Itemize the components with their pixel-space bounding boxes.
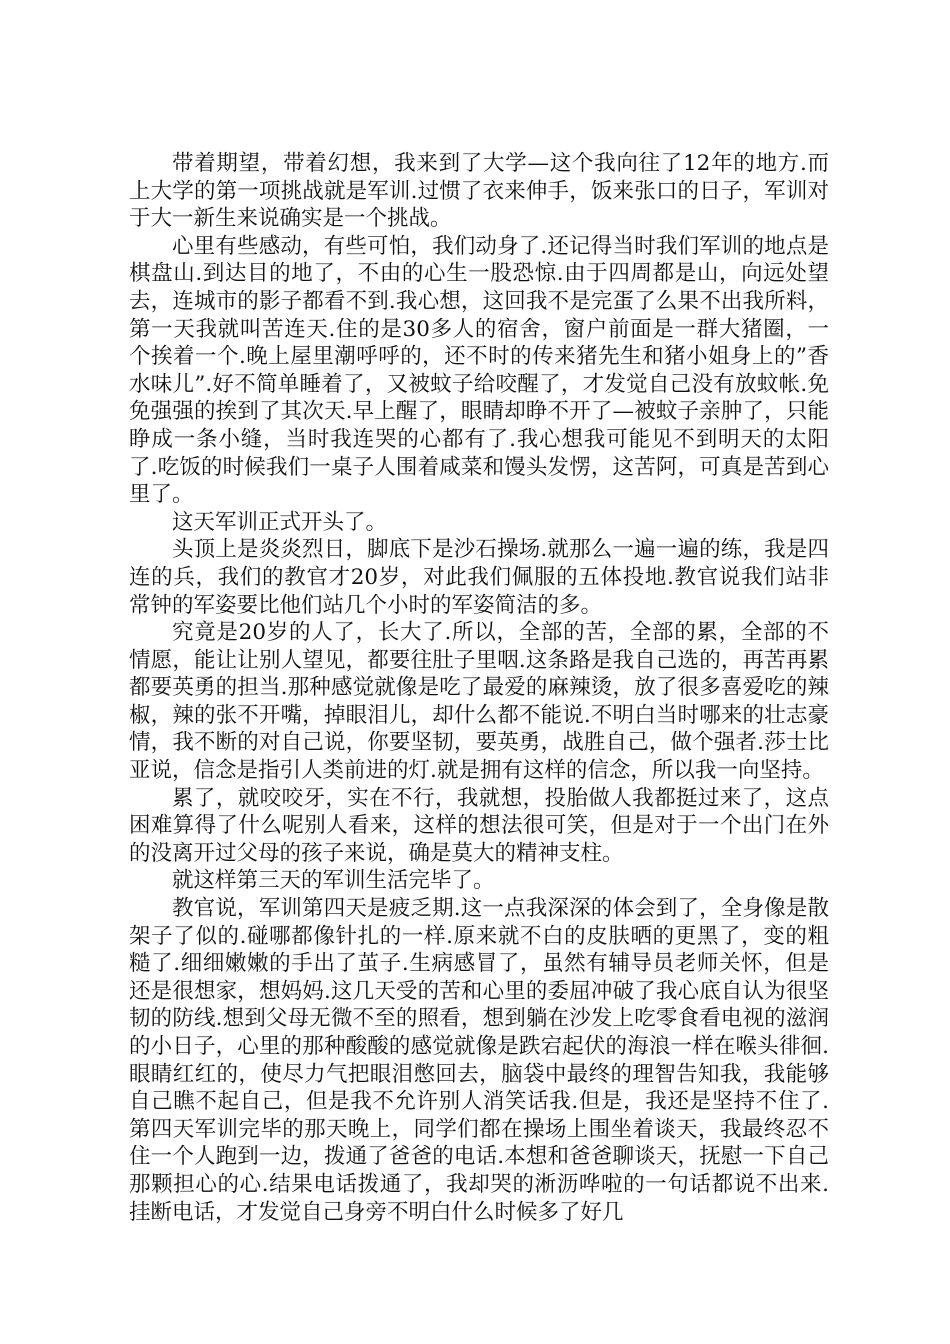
paragraph-1: 带着期望，带着幻想，我来到了大学—这个我向往了12年的地方.而上大学的第一项挑战就是军训.过惯了衣来伸手，饭来张口的日子，军训对于大一新生来说确实是一个挑战。: [129, 151, 829, 232]
paragraph-3: 这天军训正式开头了。: [172, 509, 388, 535]
paragraph-7: 就这样第三天的军训生活完毕了。: [172, 868, 495, 894]
paragraph-5: 究竟是20岁的人了，长大了.所以，全部的苦，全部的累，全部的不情愿，能让让别人望见，都要往肚子里咽.这条路是我自己选的，再苦再累都要英勇的担当.那种感觉就像是吃了最爱的麻辣烫，放了很多喜爱吃的辣椒，辣的张不开嘴，掉眼泪儿，却什么都不能说.不明白当时哪来的壮志豪情，我不断的对自己说，你要坚韧，要英勇，战胜自己，做个强者.莎士比亚说，信念是指引人类前进的灯.就是拥有这样的信念，所以我一向坚持。: [129, 620, 829, 784]
paragraph-4: 头顶上是炎炎烈日，脚底下是沙石操场.就那么一遍一遍的练，我是四连的兵，我们的教官才20岁，对此我们佩服的五体投地.教官说我们站非常钟的军姿要比他们站几个小时的军姿简洁的多。: [129, 537, 829, 618]
paragraph-6: 累了，就咬咬牙，实在不行，我就想，投胎做人我都挺过来了，这点困难算得了什么呢别人看来，这样的想法很可笑，但是对于一个出门在外的没离开过父母的孩子来说，确是莫大的精神支柱。: [129, 785, 829, 866]
paragraph-8: 教官说，军训第四天是疲乏期.这一点我深深的体会到了，全身像是散架子了似的.碰哪都像针扎的一样.原来就不白的皮肤晒的更黑了，变的粗糙了.细细嫩嫩的手出了茧子.生病感冒了，虽然有辅导员老师关怀，但是还是很想家，想妈妈.这几天受的苦和心里的委屈冲破了我心底自认为很坚韧的防线.想到父母无微不至的照看，想到躺在沙发上吃零食看电视的滋润的小日子，心里的那种酸酸的感觉就像是跌宕起伏的海浪一样在喉头徘徊.眼睛红红的，使尽力气把眼泪憋回去，脑袋中最终的理智告知我，我能够自己瞧不起自己，但是我不允许别人消笑话我.但是，我还是坚持不住了.第四天军训完毕的那天晚上，同学们都在操场上围坐着谈天，我最终忍不住一个人跑到一边，拨通了爸爸的电话.本想和爸爸聊谈天，抚慰一下自己那颗担心的心.结果电话拨通了，我却哭的淅沥哗啦的一句话都说不出来.挂断电话，才发觉自己身旁不明白什么时候多了好几: [129, 896, 829, 1225]
document-body: [129, 150, 829, 1226]
paragraph-2: 心里有些感动，有些可怕，我们动身了.还记得当时我们军训的地点是棋盘山.到达目的地了，不由的心生一股恐惊.由于四周都是山，向远处望去，连城市的影子都看不到.我心想，这回我不是完蛋了么果不出我所料，第一天我就叫苦连天.住的是30多人的宿舍，窗户前面是一群大猪圈，一个挨着一个.晚上屋里潮呼呼的，还不时的传来猪先生和猪小姐身上的”香水味儿”.好不简单睡着了，又被蚊子给咬醒了，才发觉自己没有放蚊帐.免免强强的挨到了其次天.早上醒了，眼睛却睁不开了—被蚊子亲肿了，只能睁成一条小缝，当时我连哭的心都有了.我心想我可能见不到明天的太阳了.吃饭的时候我们一桌子人围着咸菜和馒头发愣，这苦阿，可真是苦到心里了。: [129, 233, 829, 508]
